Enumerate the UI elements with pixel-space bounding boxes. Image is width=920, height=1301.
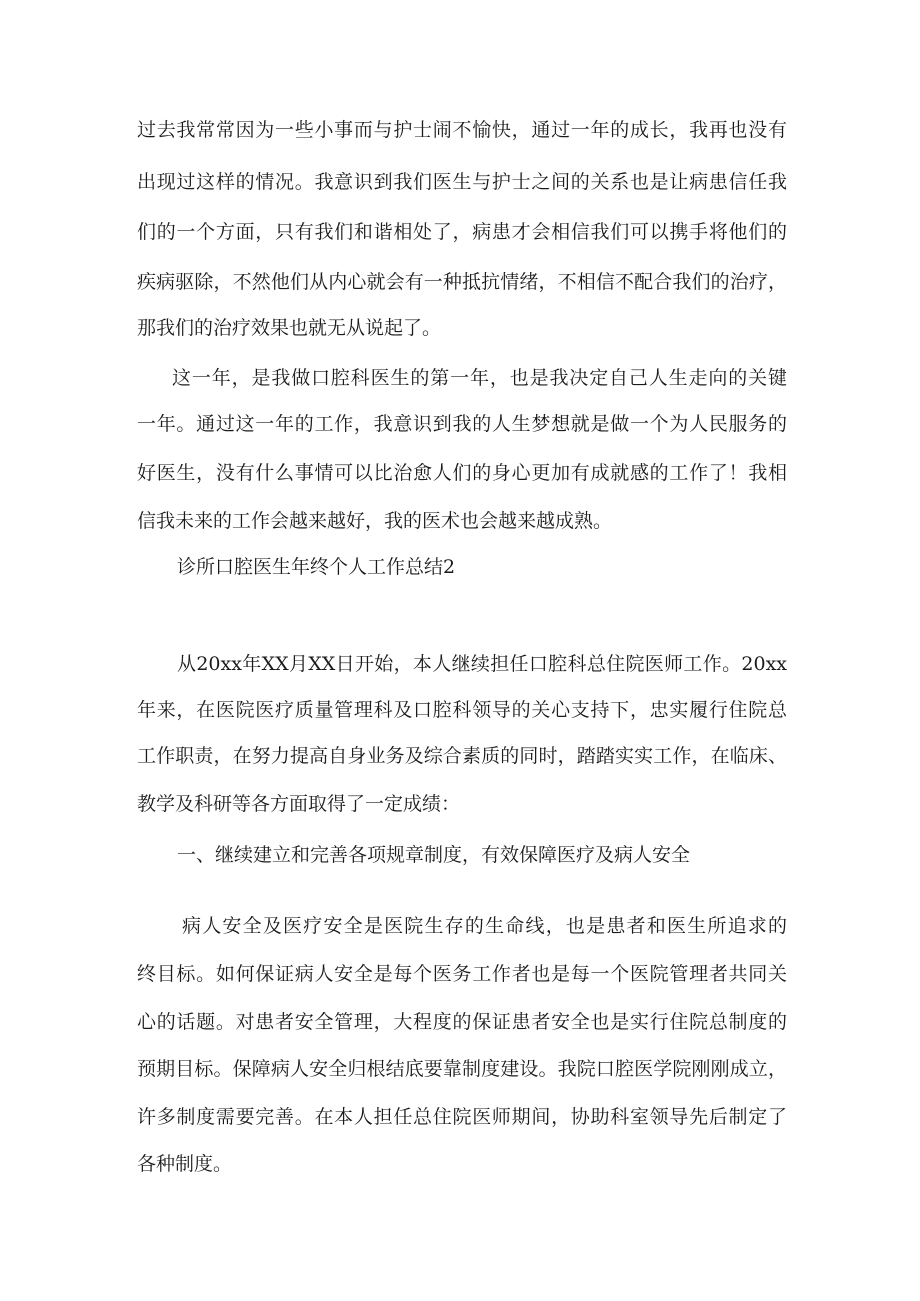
section-heading-1: 一、继续建立和完善各项规章制度，有效保障医疗及病人安全 [177, 844, 691, 866]
paragraph-3-line-3: 工作职责，在努力提高自身业务及综合素质的同时，踏踏实实工作，在临床、 [137, 745, 787, 767]
paragraph-4-line-1: 病人安全及医疗安全是医院生存的生命线，也是患者和医生所追求的 [182, 915, 787, 937]
paragraph-4-line-5: 许多制度需要完善。在本人担任总住院医师期间，协助科室领导先后制定了 [137, 1106, 787, 1128]
paragraph-1-line-4: 疾病驱除，不然他们从内心就会有一种抵抗情绪，不相信不配合我们的治疗， [137, 271, 787, 293]
paragraph-1-line-1: 过去我常常因为一些小事而与护士闹不愉快，通过一年的成长，我再也没有 [137, 119, 787, 141]
paragraph-1-line-5: 那我们的治疗效果也就无从说起了。 [137, 317, 442, 339]
paragraph-4-line-4: 预期目标。保障病人安全归根结底要靠制度建设。我院口腔医学院刚刚成立， [137, 1058, 787, 1080]
section-title: 诊所口腔医生年终个人工作总结2 [177, 556, 456, 578]
paragraph-2-line-3: 好医生，没有什么事情可以比治愈人们的身心更加有成就感的工作了！我相 [137, 462, 787, 484]
paragraph-4-line-2: 终目标。如何保证病人安全是每个医务工作者也是每一个医院管理者共同关 [137, 963, 787, 985]
paragraph-4-line-6: 各种制度。 [137, 1153, 233, 1175]
paragraph-1-line-2: 出现过这样的情况。我意识到我们医生与护士之间的关系也是让病患信任我 [137, 171, 787, 193]
paragraph-1-line-3: 们的一个方面，只有我们和谐相处了，病患才会相信我们可以携手将他们的 [137, 221, 787, 243]
paragraph-2-line-4: 信我未来的工作会越来越好，我的医术也会越来越成熟。 [137, 510, 613, 532]
paragraph-3-line-4: 教学及科研等各方面取得了一定成绩： [137, 793, 461, 815]
paragraph-4-line-3: 心的话题。对患者安全管理，大程度的保证患者安全也是实行住院总制度的 [137, 1011, 787, 1033]
paragraph-3-line-2: 年来，在医院医疗质量管理科及口腔科领导的关心支持下，忠实履行住院总 [137, 699, 787, 721]
paragraph-3-line-1: 从20xx年XX月XX日开始，本人继续担任口腔科总住院医师工作。20xx [177, 653, 787, 675]
paragraph-2-line-1: 这一年，是我做口腔科医生的第一年，也是我决定自己人生走向的关键 [172, 367, 787, 389]
paragraph-2-line-2: 一年。通过这一年的工作，我意识到我的人生梦想就是做一个为人民服务的 [137, 413, 787, 435]
